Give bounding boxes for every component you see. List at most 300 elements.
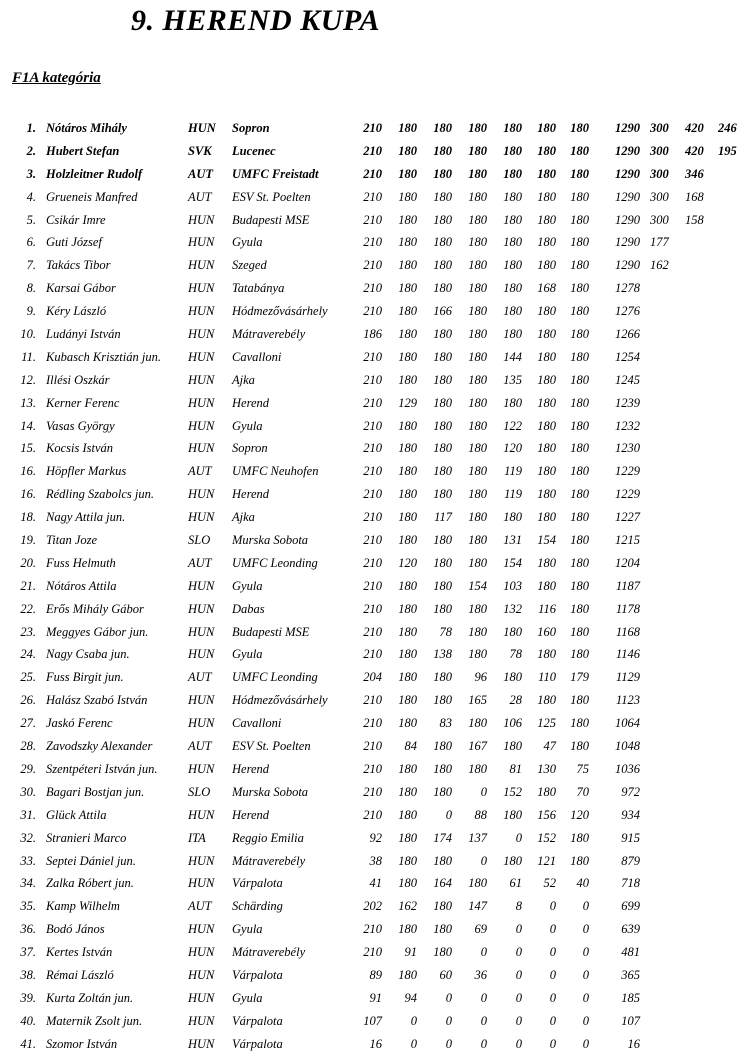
result-row: [0, 761, 744, 784]
rank-cell: 8.: [26, 281, 36, 296]
total-score: 1290: [615, 143, 640, 158]
competitor-name: Erős Mihály Gábor: [46, 601, 144, 616]
round-4-score: 0: [480, 990, 487, 1005]
rank-cell: 23.: [20, 624, 36, 639]
rank-cell: 33.: [20, 853, 36, 868]
competitor-name: Guti József: [46, 235, 102, 250]
round-6-score: 180: [537, 189, 556, 204]
round-1-score: 38: [369, 853, 382, 868]
round-1-score: 210: [363, 235, 382, 250]
round-6-score: 110: [538, 670, 556, 685]
round-5-score: 103: [503, 578, 522, 593]
rank-cell: 7.: [26, 258, 36, 273]
round-2-score: 180: [398, 647, 417, 662]
round-5-score: 180: [503, 395, 522, 410]
total-score: 185: [621, 990, 640, 1005]
competitor-name: Vasas György: [46, 418, 115, 433]
result-row: [0, 830, 744, 853]
round-3-score: 180: [433, 945, 452, 960]
rank-cell: 3.: [26, 166, 36, 181]
round-6-score: 52: [543, 876, 556, 891]
result-row: [0, 692, 744, 715]
round-2-score: 180: [398, 166, 417, 181]
round-7-score: 0: [582, 945, 589, 960]
total-score: 1227: [615, 510, 640, 525]
round-5-score: 154: [503, 555, 522, 570]
club-name: Gyula: [232, 418, 263, 433]
total-score: 1254: [615, 349, 640, 364]
rank-cell: 14.: [20, 418, 36, 433]
round-1-score: 210: [363, 624, 382, 639]
round-6-score: 180: [537, 121, 556, 135]
round-2-score: 180: [398, 487, 417, 502]
round-7-score: 75: [576, 761, 589, 776]
total-score: 1290: [615, 166, 640, 181]
result-row: [0, 280, 744, 303]
round-3-score: 60: [439, 967, 452, 982]
result-row: [0, 898, 744, 921]
round-4-score: 0: [480, 784, 487, 799]
rank-cell: 10.: [20, 327, 36, 342]
rank-cell: 40.: [20, 1013, 36, 1028]
result-row: [0, 486, 744, 509]
round-3-score: 180: [433, 784, 452, 799]
round-5-score: 144: [503, 349, 522, 364]
flyoff-2-score: 158: [685, 212, 704, 227]
round-4-score: 167: [468, 739, 487, 754]
round-2-score: 180: [398, 510, 417, 525]
round-5-score: 180: [503, 510, 522, 525]
round-3-score: 180: [433, 258, 452, 273]
round-4-score: 180: [468, 258, 487, 273]
total-score: 107: [621, 1013, 640, 1028]
total-score: 1204: [615, 555, 640, 570]
round-2-score: 91: [404, 945, 417, 960]
nation-code: HUN: [188, 441, 215, 456]
round-4-score: 180: [468, 121, 487, 135]
round-3-score: 180: [433, 349, 452, 364]
round-7-score: 180: [570, 601, 589, 616]
round-4-score: 180: [468, 624, 487, 639]
flyoff-1-score: 300: [650, 166, 669, 181]
nation-code: HUN: [188, 990, 215, 1005]
round-4-score: 180: [468, 487, 487, 502]
round-5-score: 0: [515, 922, 522, 937]
total-score: 879: [621, 853, 640, 868]
club-name: Szeged: [232, 258, 267, 273]
round-2-score: 180: [398, 189, 417, 204]
nation-code: HUN: [188, 487, 215, 502]
competitor-name: Hubert Stefan: [46, 143, 120, 158]
result-row: [0, 555, 744, 578]
round-6-score: 152: [537, 830, 556, 845]
round-1-score: 210: [363, 555, 382, 570]
round-1-score: 210: [363, 578, 382, 593]
round-7-score: 180: [570, 533, 589, 548]
round-1-score: 210: [363, 784, 382, 799]
round-7-score: 180: [570, 716, 589, 731]
round-2-score: 180: [398, 281, 417, 296]
round-3-score: 180: [433, 899, 452, 914]
round-2-score: 180: [398, 258, 417, 273]
competitor-name: Kéry László: [46, 304, 107, 319]
round-5-score: 152: [503, 784, 522, 799]
round-2-score: 84: [404, 739, 417, 754]
result-row: [0, 303, 744, 326]
round-7-score: 0: [582, 1013, 589, 1028]
result-row: [0, 166, 744, 189]
club-name: Herend: [232, 487, 270, 502]
round-2-score: 180: [398, 212, 417, 227]
round-7-score: 120: [570, 807, 589, 822]
rank-cell: 9.: [26, 304, 36, 319]
round-4-score: 88: [474, 807, 487, 822]
round-6-score: 180: [537, 235, 556, 250]
round-1-score: 210: [363, 716, 382, 731]
round-1-score: 210: [363, 761, 382, 776]
result-row: [0, 532, 744, 555]
club-name: UMFC Leonding: [232, 555, 318, 570]
round-2-score: 94: [404, 990, 417, 1005]
round-3-score: 180: [433, 533, 452, 548]
rank-cell: 38.: [20, 967, 36, 982]
competitor-name: Maternik Zsolt jun.: [46, 1013, 143, 1028]
round-7-score: 70: [576, 784, 589, 799]
round-6-score: 0: [549, 1036, 556, 1051]
round-5-score: 135: [503, 372, 522, 387]
competitor-name: Rédling Szabolcs jun.: [46, 487, 154, 502]
result-row: [0, 189, 744, 212]
competitor-name: Glück Attila: [46, 807, 107, 822]
round-1-score: 210: [363, 258, 382, 273]
round-4-score: 180: [468, 304, 487, 319]
rank-cell: 22.: [20, 601, 36, 616]
round-2-score: 180: [398, 761, 417, 776]
round-7-score: 180: [570, 143, 589, 158]
total-score: 1290: [615, 189, 640, 204]
round-4-score: 180: [468, 441, 487, 456]
competitor-name: Nótáros Mihály: [46, 121, 127, 135]
club-name: ESV St. Poelten: [232, 189, 311, 204]
round-7-score: 180: [570, 578, 589, 593]
total-score: 1290: [615, 121, 640, 135]
round-5-score: 180: [503, 166, 522, 181]
round-3-score: 180: [433, 693, 452, 708]
round-3-score: 180: [433, 189, 452, 204]
nation-code: HUN: [188, 922, 215, 937]
competitor-name: Takács Tibor: [46, 258, 111, 273]
total-score: 1168: [615, 624, 640, 639]
round-3-score: 138: [433, 647, 452, 662]
nation-code: HUN: [188, 945, 215, 960]
round-7-score: 0: [582, 899, 589, 914]
round-7-score: 180: [570, 555, 589, 570]
round-4-score: 180: [468, 166, 487, 181]
club-name: Ajka: [232, 372, 255, 387]
round-4-score: 180: [468, 510, 487, 525]
competitor-name: Csikár Imre: [46, 212, 106, 227]
round-3-score: 180: [433, 327, 452, 342]
result-row: [0, 143, 744, 166]
round-5-score: 180: [503, 143, 522, 158]
result-row: [0, 715, 744, 738]
rank-cell: 39.: [20, 990, 36, 1005]
rank-cell: 26.: [20, 693, 36, 708]
round-5-score: 131: [503, 533, 522, 548]
total-score: 915: [621, 830, 640, 845]
round-2-score: 180: [398, 441, 417, 456]
round-4-score: 147: [468, 899, 487, 914]
nation-code: HUN: [188, 395, 215, 410]
round-2-score: 180: [398, 578, 417, 593]
round-6-score: 0: [549, 945, 556, 960]
round-6-score: 180: [537, 258, 556, 273]
flyoff-3-score: 195: [718, 143, 737, 158]
competitor-name: Zalka Róbert jun.: [46, 876, 134, 891]
round-2-score: 180: [398, 327, 417, 342]
round-3-score: 180: [433, 235, 452, 250]
nation-code: HUN: [188, 281, 215, 296]
round-3-score: 180: [433, 601, 452, 616]
total-score: 1290: [615, 235, 640, 250]
round-6-score: 156: [537, 807, 556, 822]
result-row: [0, 372, 744, 395]
round-4-score: 0: [480, 1036, 487, 1051]
result-row: [0, 807, 744, 830]
round-1-score: 210: [363, 922, 382, 937]
round-4-score: 0: [480, 1013, 487, 1028]
round-4-score: 180: [468, 647, 487, 662]
round-4-score: 137: [468, 830, 487, 845]
round-2-score: 180: [398, 349, 417, 364]
round-3-score: 117: [434, 510, 452, 525]
round-6-score: 0: [549, 967, 556, 982]
total-score: 1187: [615, 578, 640, 593]
round-7-score: 180: [570, 487, 589, 502]
result-row: [0, 234, 744, 257]
round-7-score: 180: [570, 647, 589, 662]
round-7-score: 180: [570, 739, 589, 754]
nation-code: HUN: [188, 601, 215, 616]
rank-cell: 6.: [26, 235, 36, 250]
round-7-score: 180: [570, 441, 589, 456]
result-row: [0, 463, 744, 486]
round-1-score: 210: [363, 349, 382, 364]
nation-code: HUN: [188, 761, 215, 776]
round-2-score: 162: [398, 899, 417, 914]
club-name: Gyula: [232, 922, 263, 937]
round-3-score: 180: [433, 143, 452, 158]
competitor-name: Stranieri Marco: [46, 830, 127, 845]
round-6-score: 180: [537, 212, 556, 227]
result-row: [0, 967, 744, 990]
nation-code: HUN: [188, 418, 215, 433]
competitor-name: Fuss Birgit jun.: [46, 670, 124, 685]
round-7-score: 180: [570, 235, 589, 250]
nation-code: SVK: [188, 143, 212, 158]
rank-cell: 20.: [20, 555, 36, 570]
total-score: 1036: [615, 761, 640, 776]
round-6-score: 180: [537, 441, 556, 456]
nation-code: ITA: [188, 830, 206, 845]
round-1-score: 210: [363, 533, 382, 548]
round-7-score: 180: [570, 166, 589, 181]
round-2-score: 180: [398, 143, 417, 158]
round-2-score: 180: [398, 784, 417, 799]
round-3-score: 180: [433, 853, 452, 868]
nation-code: AUT: [188, 464, 212, 479]
round-7-score: 0: [582, 990, 589, 1005]
round-7-score: 180: [570, 853, 589, 868]
round-6-score: 180: [537, 487, 556, 502]
round-2-score: 180: [398, 693, 417, 708]
round-2-score: 180: [398, 235, 417, 250]
round-7-score: 40: [576, 876, 589, 891]
round-4-score: 180: [468, 143, 487, 158]
round-6-score: 125: [537, 716, 556, 731]
round-4-score: 180: [468, 601, 487, 616]
total-score: 1178: [615, 601, 640, 616]
competitor-name: Kocsis István: [46, 441, 114, 456]
round-2-score: 180: [398, 121, 417, 135]
result-row: [0, 738, 744, 761]
round-5-score: 180: [503, 853, 522, 868]
round-1-score: 210: [363, 121, 382, 135]
club-name: Várpalota: [232, 876, 283, 891]
round-6-score: 47: [543, 739, 556, 754]
round-2-score: 180: [398, 716, 417, 731]
result-row: [0, 257, 744, 280]
round-6-score: 180: [537, 372, 556, 387]
club-name: Budapesti MSE: [232, 212, 310, 227]
result-row: [0, 1036, 744, 1059]
nation-code: SLO: [188, 784, 211, 799]
nation-code: HUN: [188, 304, 215, 319]
total-score: 481: [621, 945, 640, 960]
competitor-name: Karsai Gábor: [46, 281, 116, 296]
round-1-score: 89: [369, 967, 382, 982]
rank-cell: 24.: [20, 647, 36, 662]
round-3-score: 0: [445, 1013, 452, 1028]
total-score: 718: [621, 876, 640, 891]
round-2-score: 180: [398, 807, 417, 822]
round-5-score: 180: [503, 670, 522, 685]
round-7-score: 180: [570, 349, 589, 364]
total-score: 1239: [615, 395, 640, 410]
round-5-score: 180: [503, 624, 522, 639]
nation-code: HUN: [188, 578, 215, 593]
club-name: Gyula: [232, 235, 263, 250]
round-1-score: 91: [369, 990, 382, 1005]
competitor-name: Ludányi István: [46, 327, 121, 342]
total-score: 934: [621, 807, 640, 822]
round-6-score: 180: [537, 166, 556, 181]
round-3-score: 78: [439, 624, 452, 639]
round-1-score: 210: [363, 143, 382, 158]
nation-code: HUN: [188, 212, 215, 227]
club-name: Schärding: [232, 899, 283, 914]
round-5-score: 0: [515, 945, 522, 960]
club-name: Murska Sobota: [232, 533, 309, 548]
flyoff-2-score: 420: [685, 121, 704, 135]
round-5-score: 119: [504, 487, 522, 502]
round-2-score: 180: [398, 624, 417, 639]
nation-code: SLO: [188, 533, 211, 548]
nation-code: HUN: [188, 647, 215, 662]
round-5-score: 180: [503, 212, 522, 227]
round-4-score: 180: [468, 189, 487, 204]
round-7-score: 180: [570, 624, 589, 639]
nation-code: AUT: [188, 189, 212, 204]
competitor-name: Zavodszky Alexander: [46, 739, 153, 754]
round-2-score: 129: [398, 395, 417, 410]
round-5-score: 8: [515, 899, 522, 914]
round-2-score: 180: [398, 533, 417, 548]
club-name: Várpalota: [232, 1036, 283, 1051]
total-score: 1245: [615, 372, 640, 387]
round-7-score: 180: [570, 395, 589, 410]
total-score: 1290: [615, 258, 640, 273]
round-7-score: 0: [582, 922, 589, 937]
nation-code: HUN: [188, 693, 215, 708]
result-row: [0, 784, 744, 807]
club-name: UMFC Leonding: [232, 670, 318, 685]
result-row: [0, 921, 744, 944]
round-7-score: 180: [570, 327, 589, 342]
round-3-score: 174: [433, 830, 452, 845]
rank-cell: 4.: [26, 189, 36, 204]
total-score: 16: [627, 1036, 640, 1051]
competitor-name: Fuss Helmuth: [46, 555, 116, 570]
round-6-score: 180: [537, 784, 556, 799]
competitor-name: Kubasch Krisztián jun.: [46, 349, 161, 364]
round-5-score: 0: [515, 990, 522, 1005]
round-6-score: 180: [537, 349, 556, 364]
rank-cell: 16.: [20, 487, 36, 502]
round-2-score: 180: [398, 853, 417, 868]
round-1-score: 210: [363, 487, 382, 502]
total-score: 1123: [615, 693, 640, 708]
round-4-score: 180: [468, 761, 487, 776]
nation-code: HUN: [188, 510, 215, 525]
round-1-score: 210: [363, 395, 382, 410]
round-4-score: 180: [468, 212, 487, 227]
total-score: 1229: [615, 487, 640, 502]
club-name: Reggio Emilia: [232, 830, 304, 845]
rank-cell: 19.: [20, 533, 36, 548]
rank-cell: 28.: [20, 739, 36, 754]
round-1-score: 210: [363, 281, 382, 296]
nation-code: HUN: [188, 807, 215, 822]
rank-cell: 36.: [20, 922, 36, 937]
round-5-score: 0: [515, 1013, 522, 1028]
round-6-score: 180: [537, 647, 556, 662]
result-row: [0, 212, 744, 235]
total-score: 1278: [615, 281, 640, 296]
round-1-score: 210: [363, 418, 382, 433]
round-1-score: 210: [363, 945, 382, 960]
rank-cell: 32.: [20, 830, 36, 845]
round-2-score: 180: [398, 372, 417, 387]
round-2-score: 0: [410, 1036, 417, 1051]
club-name: Cavalloni: [232, 349, 282, 364]
round-1-score: 16: [369, 1036, 382, 1051]
round-5-score: 180: [503, 807, 522, 822]
competitor-name: Holzleitner Rudolf: [46, 166, 143, 181]
category-heading: F1A kategória: [12, 70, 101, 86]
round-6-score: 180: [537, 418, 556, 433]
total-score: 1232: [615, 418, 640, 433]
